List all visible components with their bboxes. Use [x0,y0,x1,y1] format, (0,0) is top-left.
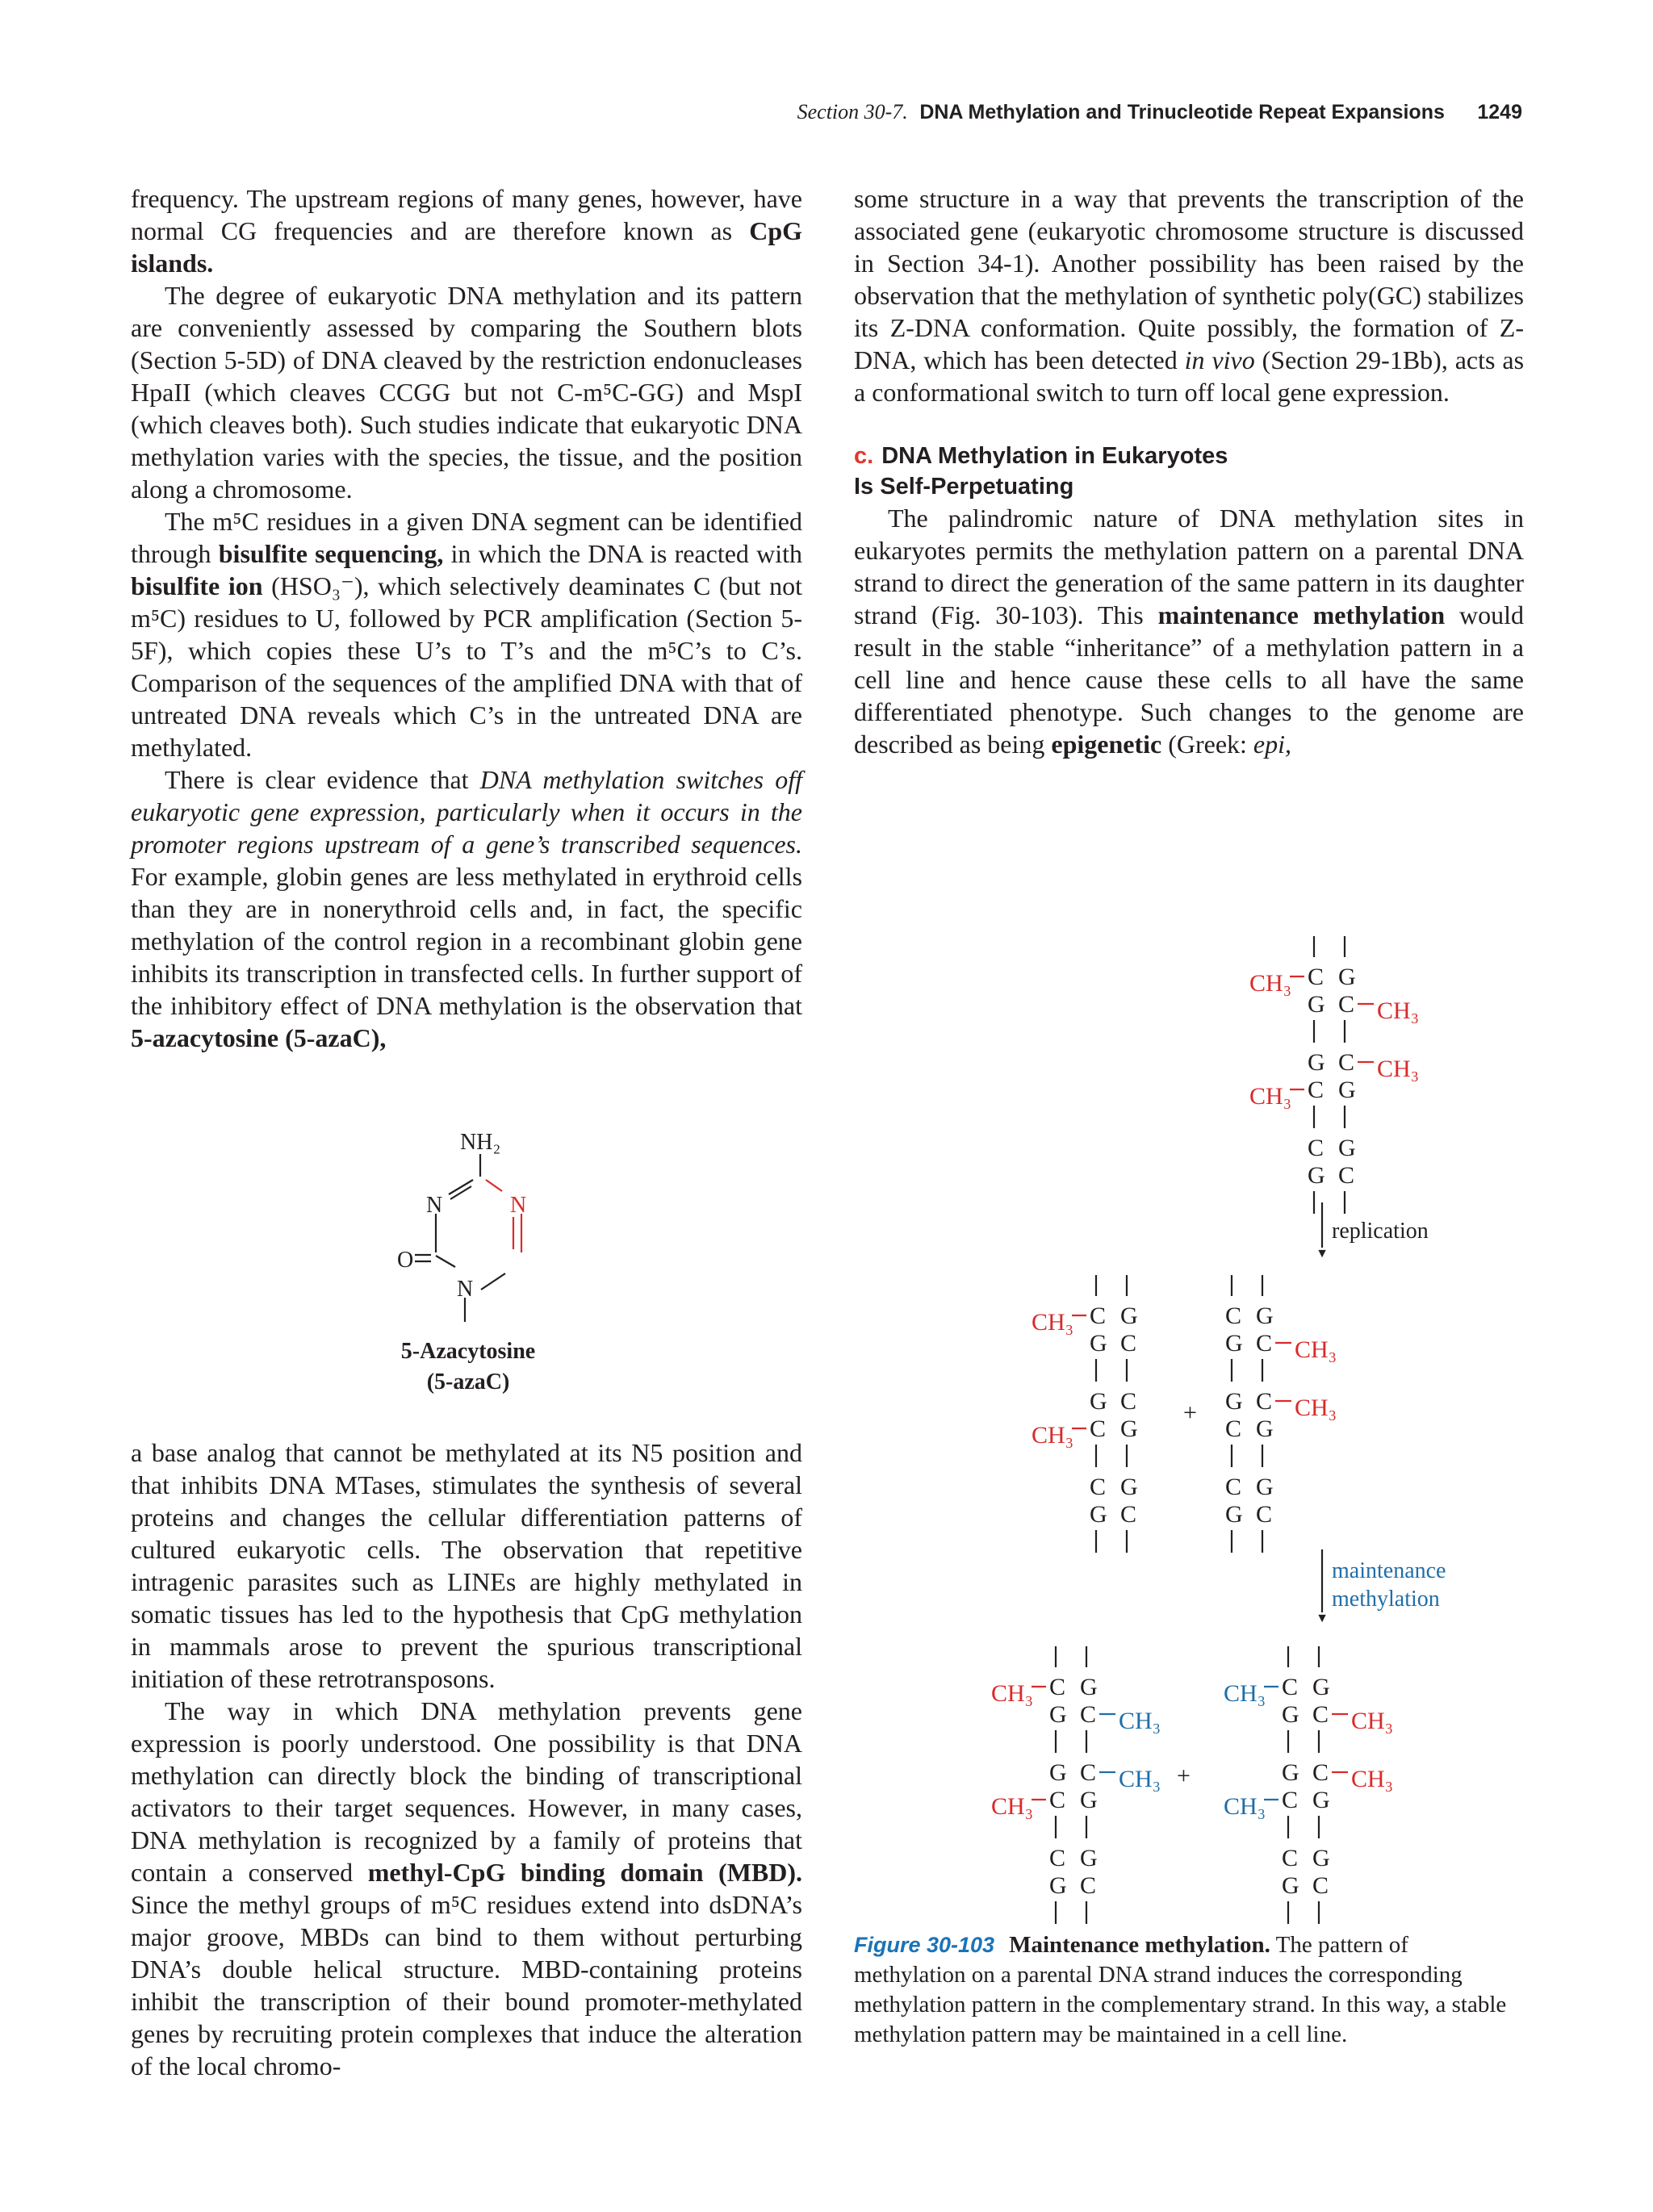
header-title: DNA Methylation and Trinucleotide Repeat Expansions [919,101,1445,123]
parental-base-g: G [1338,1077,1356,1103]
daughter-left-base-c: C [1120,1330,1137,1357]
daughter-left-base-g: G [1090,1501,1107,1528]
final-left-base-g: G [1049,1872,1067,1899]
final-left-base-g: G [1080,1674,1098,1700]
parental-base-g: G [1338,1135,1356,1161]
final-right-methyl-group: CH₃ [1224,1680,1266,1707]
daughter-right-base-g: G [1225,1330,1243,1357]
final-left-base-c: C [1049,1845,1066,1871]
daughter-left-methyl-group: CH₃ [1032,1422,1074,1449]
daughter-left-base-c: C [1090,1303,1107,1329]
figure-title: Maintenance methylation. [1009,1932,1270,1958]
daughter-left-base-g: G [1090,1388,1107,1415]
final-right-base-g: G [1312,1845,1330,1871]
final-left-methyl-group: CH₃ [991,1680,1034,1707]
daughter-left-base-g: G [1090,1330,1107,1357]
arrow-head: ▼ [1316,1247,1329,1261]
daughter-left-base-c: C [1090,1415,1107,1442]
structure-abbr: (5-azaC) [426,1369,510,1395]
parental-base-c: C [1338,1162,1355,1189]
figure-number: Figure 30-103 [854,1933,995,1957]
final-left-base-c: C [1049,1674,1066,1700]
atom-n3: N [426,1193,443,1218]
daughter-left-base-g: G [1120,1303,1138,1329]
final-right-base-c: C [1282,1674,1299,1700]
final-left-base-c: C [1049,1787,1066,1813]
final-left-base-g: G [1080,1787,1098,1813]
final-right-base-c: C [1312,1701,1329,1728]
parental-methyl-group: CH₃ [1377,1056,1420,1082]
final-left-base-g: G [1049,1701,1067,1728]
parental-methyl-group: CH₃ [1377,997,1420,1024]
final-left-base-g: G [1080,1845,1098,1871]
atom-n1: N [457,1277,474,1302]
parental-methyl-group: CH₃ [1249,1083,1292,1110]
atom-nh2: NH₂ [460,1130,501,1155]
figure-30-103 [928,928,1446,1921]
final-right-base-g: G [1282,1701,1299,1728]
parental-base-c: C [1308,1135,1324,1161]
final-left-base-c: C [1080,1872,1097,1899]
daughter-right-base-c: C [1256,1388,1273,1415]
paragraph: some structure in a way that prevents the transcription of the associated gene (eukaryotic chromosome structure is discussed in Section 34-1). Another possibility has been raised by the observation that the methylation of synthetic poly(GC) stabilizes its Z-DNA conformation. Quite possibly, the formation of Z-DNA, which has been detected in vivo (Section 29-1Bb), acts as a conformational switch to turn off local gene expression. [854,184,1525,407]
final-left-base-g: G [1049,1759,1067,1786]
daughter-right-base-g: G [1256,1303,1274,1329]
final-right-base-c: C [1282,1787,1299,1813]
plus-sign: + [1177,1762,1191,1789]
daughter-right-methyl-group: CH₃ [1295,1395,1337,1421]
daughter-left-base-g: G [1120,1474,1138,1500]
structure-caption [323,1336,613,1398]
final-left-methyl-group: CH₃ [1119,1766,1161,1792]
left-column-bottom [131,1436,802,2082]
atom-n5: N [510,1193,527,1218]
paragraph: The degree of eukaryotic DNA methylation and its pattern are conveniently assessed by comparing the Southern blots (Section 5-5D) of DNA cleaved by the restriction endonucleases HpaII (which cleaves CCGG but not C-m⁵C-GG) and MspI (which cleaves both). Such studies indicate that eukaryotic DNA methylation varies with the species, the tissue, and the position along a chromosome. [131,281,802,504]
final-left-methyl-group: CH₃ [1119,1708,1161,1734]
daughter-right-base-c: C [1256,1330,1273,1357]
parental-base-c: C [1308,1077,1324,1103]
final-right-base-g: G [1312,1787,1330,1813]
left-column-top [131,182,802,1054]
final-right-base-g: G [1312,1674,1330,1700]
atom-o: O [397,1248,414,1273]
plus-sign: + [1183,1399,1197,1426]
daughter-right-base-c: C [1225,1415,1242,1442]
parental-base-g: G [1308,991,1325,1018]
daughter-right-base-c: C [1225,1303,1242,1329]
parental-base-c: C [1308,964,1324,990]
header-section: Section 30-7. [797,100,908,123]
final-left-base-c: C [1080,1701,1097,1728]
azacytosine-structure [379,1123,557,1333]
final-left-methyl-group: CH₃ [991,1793,1034,1820]
arrow-head: ▼ [1316,1612,1329,1625]
parental-base-g: G [1338,964,1356,990]
parental-base-c: C [1338,1049,1355,1076]
parental-base-g: G [1308,1049,1325,1076]
daughter-right-methyl-group: CH₃ [1295,1336,1337,1363]
daughter-left-methyl-group: CH₃ [1032,1309,1074,1336]
parental-base-g: G [1308,1162,1325,1189]
parental-methyl-group: CH₃ [1249,970,1292,997]
paragraph: a base analog that cannot be methylated at its N5 position and that inhibits DNA MTases, stimulates the synthesis of several proteins and changes the cellular differentiation patterns of cultured eukaryotic cells. The observation that repetitive intragenic parasites such as LINEs are highly methylated in somatic tissues has led to the hypothesis that CpG methylation in mammals arose to prevent the spurious transcriptional initiation of these retrotransposons. [131,1438,802,1693]
figure-caption [854,1930,1524,2050]
parental-base-c: C [1338,991,1355,1018]
maintenance-label: maintenance [1332,1558,1446,1583]
daughter-right-base-g: G [1225,1388,1243,1415]
daughter-right-base-c: C [1225,1474,1242,1500]
methylation-label: methylation [1332,1587,1440,1612]
daughter-right-base-g: G [1256,1415,1274,1442]
paragraph: There is clear evidence that DNA methylation switches off eukaryotic gene expression, particularly when it occurs in the promoter regions upstream of a gene’s transcribed sequences. For example, globin genes are less methylated in erythroid cells than they are in nonerythroid cells and, in fact, the specific methylation of the control region in a recombinant globin gene inhibits its transcription in transfected cells. In further support of the inhibitory effect of DNA methylation is the observation that 5-azacytosine (5-azaC), [131,765,803,1052]
daughter-left-base-c: C [1120,1501,1137,1528]
structure-name: 5-Azacytosine [400,1339,536,1364]
section-subheading: c. DNA Methylation in Eukaryotes Is Self-Perpetuating [854,443,1228,500]
final-right-methyl-group: CH₃ [1224,1793,1266,1820]
final-left-base-c: C [1080,1759,1097,1786]
paragraph: The way in which DNA methylation prevents gene expression is poorly understood. One possibility is that DNA methylation can directly block the binding of transcriptional activators to their target sequences. However, in many cases, DNA methylation is recognized by a family of proteins that contain a conserved methyl-CpG binding domain (MBD). Since the methyl groups of m⁵C residues extend into dsDNA’s major groove, MBDs can bind to them without perturbing DNA’s double helical structure. MBD-containing proteins inhibit the transcription of their bound promoter-methylated genes by recruiting protein complexes that induce the alteration of the local chromo- [131,1696,802,2080]
final-right-methyl-group: CH₃ [1351,1708,1394,1734]
paragraph: The palindromic nature of DNA methylation sites in eukaryotes permits the methylation pattern on a parental DNA strand to direct the generation of the same pattern in its daughter strand (Fig. 30-103). This maintenance methylation would result in the stable “inheritance” of a methylation pattern in a cell line and hence cause these cells to all have the same differentiated phenotype. Such changes to the genome are described as being epigenetic (Greek: epi, [854,504,1525,759]
replication-label: replication [1332,1219,1429,1244]
daughter-right-base-c: C [1256,1501,1273,1528]
final-right-base-g: G [1282,1872,1299,1899]
daughter-left-base-c: C [1120,1388,1137,1415]
final-right-base-g: G [1282,1759,1299,1786]
daughter-left-base-c: C [1090,1474,1107,1500]
running-header [797,100,1522,124]
final-right-base-c: C [1312,1872,1329,1899]
page-number: 1249 [1477,101,1522,123]
figure-caption-text: The pattern of methylation on a parental DNA strand induces the corresponding methylation pattern in the complementary strand. In this way, a stable methylation pattern may be maintained in a cell line. [854,1932,1507,2047]
final-right-base-c: C [1312,1759,1329,1786]
final-right-methyl-group: CH₃ [1351,1766,1394,1792]
daughter-right-base-g: G [1256,1474,1274,1500]
paragraph: frequency. The upstream regions of many genes, however, have normal CG frequencies and are therefore known as CpG islands. [131,184,802,278]
final-right-base-c: C [1282,1845,1299,1871]
right-column-top [854,182,1524,760]
daughter-left-base-g: G [1120,1415,1138,1442]
daughter-right-base-g: G [1225,1501,1243,1528]
paragraph: The m⁵C residues in a given DNA segment can be identified through bisulfite sequencing, in which the DNA is reacted with bisulfite ion (HSO₃⁻), which selectively deaminates C (but not m⁵C) residues to U, followed by PCR amplification (Section 5-5F), which copies these U’s to T’s and the m⁵C’s to C’s. Comparison of the sequences of the amplified DNA with that of untreated DNA reveals which C’s in the untreated DNA are methylated. [131,507,803,762]
